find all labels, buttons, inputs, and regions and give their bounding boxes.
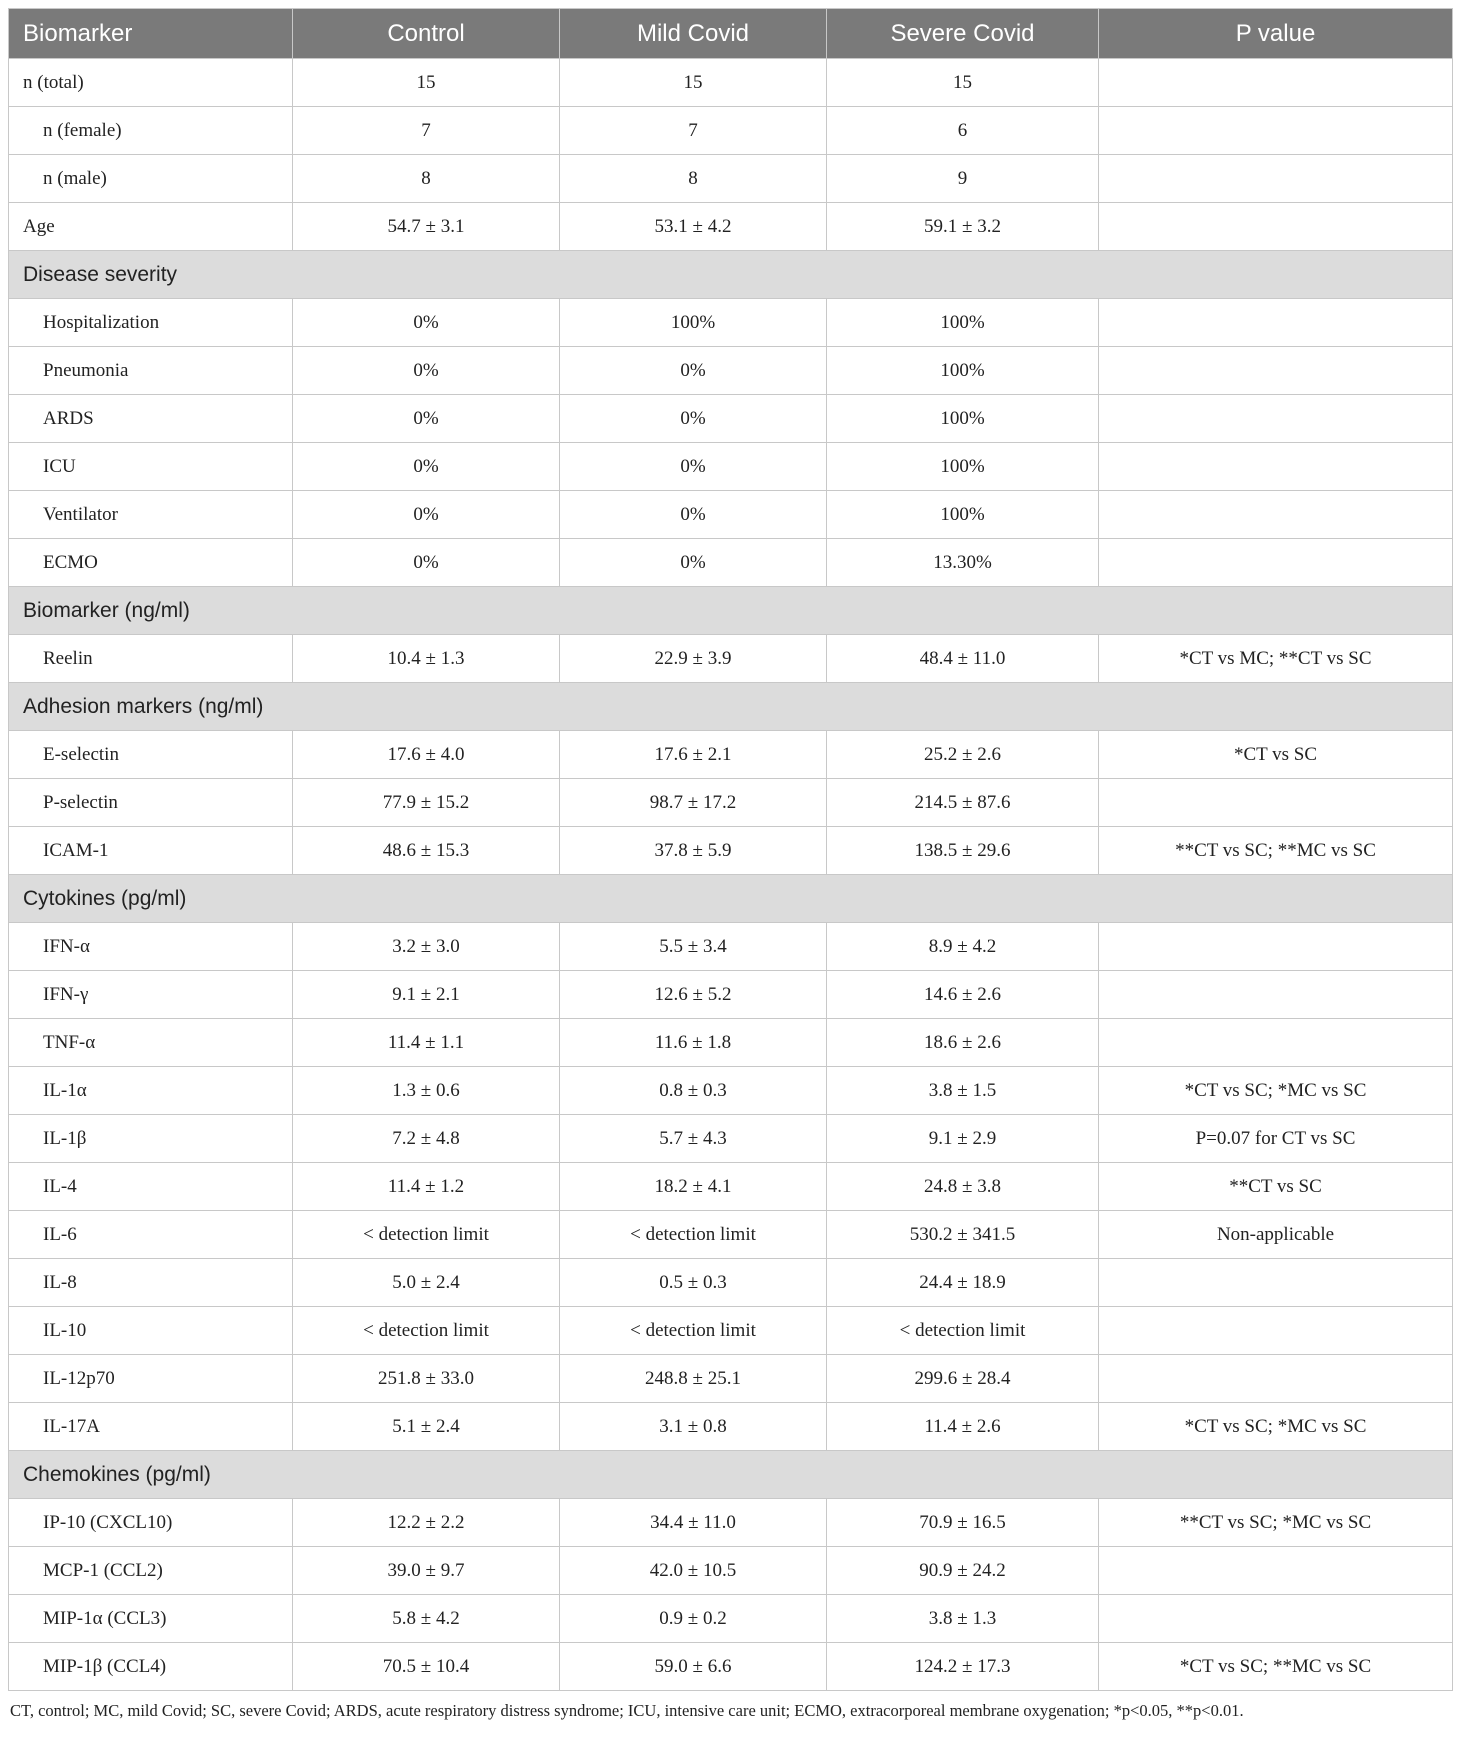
cell-biomarker: IL-8: [9, 1259, 293, 1307]
section-label: Biomarker (ng/ml): [9, 587, 1453, 635]
cell-p-value: **CT vs SC; *MC vs SC: [1099, 1499, 1453, 1547]
table-row: [9, 731, 1453, 779]
cell-severe-covid: 100%: [827, 491, 1099, 539]
cell-p-value: **CT vs SC: [1099, 1163, 1453, 1211]
section-label: Disease severity: [9, 251, 1453, 299]
cell-biomarker: Pneumonia: [9, 347, 293, 395]
table-row: [9, 443, 1453, 491]
cell-severe-covid: 24.8 ± 3.8: [827, 1163, 1099, 1211]
cell-severe-covid: 6: [827, 107, 1099, 155]
cell-biomarker: n (female): [9, 107, 293, 155]
cell-control: 251.8 ± 33.0: [293, 1355, 560, 1403]
cell-p-value: [1099, 491, 1453, 539]
cell-p-value: [1099, 1307, 1453, 1355]
cell-control: 5.1 ± 2.4: [293, 1403, 560, 1451]
cell-p-value: P=0.07 for CT vs SC: [1099, 1115, 1453, 1163]
cell-severe-covid: 214.5 ± 87.6: [827, 779, 1099, 827]
cell-severe-covid: 13.30%: [827, 539, 1099, 587]
cell-severe-covid: 100%: [827, 395, 1099, 443]
cell-p-value: *CT vs SC; **MC vs SC: [1099, 1643, 1453, 1691]
cell-mild-covid: 18.2 ± 4.1: [560, 1163, 827, 1211]
cell-p-value: [1099, 299, 1453, 347]
cell-biomarker: IL-4: [9, 1163, 293, 1211]
cell-severe-covid: < detection limit: [827, 1307, 1099, 1355]
cell-p-value: [1099, 539, 1453, 587]
cell-severe-covid: 25.2 ± 2.6: [827, 731, 1099, 779]
cell-mild-covid: 0%: [560, 347, 827, 395]
cell-p-value: [1099, 1259, 1453, 1307]
cell-p-value: *CT vs SC; *MC vs SC: [1099, 1403, 1453, 1451]
section-row: [9, 1451, 1453, 1499]
cell-biomarker: IL-10: [9, 1307, 293, 1355]
cell-p-value: [1099, 1595, 1453, 1643]
cell-mild-covid: 0%: [560, 443, 827, 491]
cell-control: 48.6 ± 15.3: [293, 827, 560, 875]
cell-p-value: [1099, 59, 1453, 107]
cell-p-value: [1099, 107, 1453, 155]
cell-mild-covid: < detection limit: [560, 1211, 827, 1259]
table-row: [9, 779, 1453, 827]
cell-biomarker: IL-17A: [9, 1403, 293, 1451]
table-row: [9, 1547, 1453, 1595]
cell-control: 70.5 ± 10.4: [293, 1643, 560, 1691]
cell-mild-covid: 17.6 ± 2.1: [560, 731, 827, 779]
section-label: Cytokines (pg/ml): [9, 875, 1453, 923]
cell-control: < detection limit: [293, 1307, 560, 1355]
cell-severe-covid: 15: [827, 59, 1099, 107]
table-row: [9, 1115, 1453, 1163]
cell-mild-covid: 5.5 ± 3.4: [560, 923, 827, 971]
cell-control: 0%: [293, 539, 560, 587]
cell-control: 12.2 ± 2.2: [293, 1499, 560, 1547]
table-row: [9, 1211, 1453, 1259]
cell-biomarker: IL-1β: [9, 1115, 293, 1163]
cell-control: 5.0 ± 2.4: [293, 1259, 560, 1307]
section-row: [9, 875, 1453, 923]
cell-control: < detection limit: [293, 1211, 560, 1259]
header-row: [9, 9, 1453, 59]
cell-control: 0%: [293, 443, 560, 491]
cell-biomarker: n (total): [9, 59, 293, 107]
table-row: [9, 395, 1453, 443]
table-row: [9, 59, 1453, 107]
cell-control: 11.4 ± 1.1: [293, 1019, 560, 1067]
cell-severe-covid: 3.8 ± 1.5: [827, 1067, 1099, 1115]
table-row: [9, 923, 1453, 971]
cell-severe-covid: 48.4 ± 11.0: [827, 635, 1099, 683]
cell-biomarker: ECMO: [9, 539, 293, 587]
cell-severe-covid: 138.5 ± 29.6: [827, 827, 1099, 875]
cell-mild-covid: 3.1 ± 0.8: [560, 1403, 827, 1451]
cell-mild-covid: 53.1 ± 4.2: [560, 203, 827, 251]
cell-biomarker: IL-6: [9, 1211, 293, 1259]
cell-p-value: [1099, 1019, 1453, 1067]
cell-p-value: [1099, 923, 1453, 971]
section-label: Chemokines (pg/ml): [9, 1451, 1453, 1499]
cell-biomarker: ARDS: [9, 395, 293, 443]
cell-biomarker: MIP-1β (CCL4): [9, 1643, 293, 1691]
table-row: [9, 1307, 1453, 1355]
cell-p-value: *CT vs MC; **CT vs SC: [1099, 635, 1453, 683]
cell-mild-covid: 15: [560, 59, 827, 107]
cell-biomarker: ICAM-1: [9, 827, 293, 875]
cell-control: 0%: [293, 299, 560, 347]
table-body: [9, 59, 1453, 1691]
table-row: [9, 1499, 1453, 1547]
cell-control: 9.1 ± 2.1: [293, 971, 560, 1019]
cell-control: 0%: [293, 395, 560, 443]
cell-severe-covid: 11.4 ± 2.6: [827, 1403, 1099, 1451]
cell-control: 11.4 ± 1.2: [293, 1163, 560, 1211]
table-row: [9, 203, 1453, 251]
cell-mild-covid: 0.5 ± 0.3: [560, 1259, 827, 1307]
cell-mild-covid: 98.7 ± 17.2: [560, 779, 827, 827]
table-row: [9, 1163, 1453, 1211]
cell-control: 8: [293, 155, 560, 203]
cell-severe-covid: 70.9 ± 16.5: [827, 1499, 1099, 1547]
cell-severe-covid: 8.9 ± 4.2: [827, 923, 1099, 971]
cell-p-value: [1099, 155, 1453, 203]
table-row: [9, 299, 1453, 347]
cell-biomarker: Age: [9, 203, 293, 251]
table-footnote: CT, control; MC, mild Covid; SC, severe Covid; ARDS, acute respiratory distress syndrome; ICU, intensive care unit; ECMO, extracorporeal membrane oxygenation; *p<0.05, **p<0.01.: [10, 1701, 1244, 1720]
cell-biomarker: Hospitalization: [9, 299, 293, 347]
cell-mild-covid: 22.9 ± 3.9: [560, 635, 827, 683]
header-biomarker: Biomarker: [9, 9, 293, 59]
cell-biomarker: ICU: [9, 443, 293, 491]
table-row: [9, 1355, 1453, 1403]
table-row: [9, 107, 1453, 155]
document: [8, 8, 1452, 1721]
header-severe-covid: Severe Covid: [827, 9, 1099, 59]
cell-p-value: [1099, 347, 1453, 395]
header-p-value: P value: [1099, 9, 1453, 59]
cell-mild-covid: 0%: [560, 491, 827, 539]
cell-p-value: [1099, 395, 1453, 443]
cell-mild-covid: 42.0 ± 10.5: [560, 1547, 827, 1595]
cell-biomarker: Ventilator: [9, 491, 293, 539]
cell-severe-covid: 124.2 ± 17.3: [827, 1643, 1099, 1691]
cell-control: 17.6 ± 4.0: [293, 731, 560, 779]
header-mild-covid: Mild Covid: [560, 9, 827, 59]
cell-mild-covid: 7: [560, 107, 827, 155]
table-row: [9, 539, 1453, 587]
table-row: [9, 827, 1453, 875]
biomarker-table: [8, 8, 1453, 1691]
cell-control: 0%: [293, 347, 560, 395]
cell-control: 7.2 ± 4.8: [293, 1115, 560, 1163]
cell-biomarker: n (male): [9, 155, 293, 203]
cell-control: 15: [293, 59, 560, 107]
cell-biomarker: MCP-1 (CCL2): [9, 1547, 293, 1595]
cell-severe-covid: 59.1 ± 3.2: [827, 203, 1099, 251]
cell-mild-covid: 8: [560, 155, 827, 203]
cell-biomarker: TNF-α: [9, 1019, 293, 1067]
cell-severe-covid: 530.2 ± 341.5: [827, 1211, 1099, 1259]
cell-p-value: [1099, 779, 1453, 827]
cell-severe-covid: 14.6 ± 2.6: [827, 971, 1099, 1019]
cell-mild-covid: 34.4 ± 11.0: [560, 1499, 827, 1547]
cell-mild-covid: 12.6 ± 5.2: [560, 971, 827, 1019]
section-label: Adhesion markers (ng/ml): [9, 683, 1453, 731]
cell-severe-covid: 18.6 ± 2.6: [827, 1019, 1099, 1067]
section-row: [9, 251, 1453, 299]
cell-p-value: **CT vs SC; **MC vs SC: [1099, 827, 1453, 875]
cell-severe-covid: 299.6 ± 28.4: [827, 1355, 1099, 1403]
section-row: [9, 683, 1453, 731]
cell-severe-covid: 100%: [827, 347, 1099, 395]
cell-severe-covid: 100%: [827, 299, 1099, 347]
cell-control: 0%: [293, 491, 560, 539]
cell-p-value: [1099, 443, 1453, 491]
cell-biomarker: MIP-1α (CCL3): [9, 1595, 293, 1643]
cell-mild-covid: 59.0 ± 6.6: [560, 1643, 827, 1691]
cell-p-value: [1099, 1355, 1453, 1403]
cell-control: 39.0 ± 9.7: [293, 1547, 560, 1595]
cell-mild-covid: 100%: [560, 299, 827, 347]
section-row: [9, 587, 1453, 635]
cell-mild-covid: 5.7 ± 4.3: [560, 1115, 827, 1163]
cell-mild-covid: 11.6 ± 1.8: [560, 1019, 827, 1067]
cell-p-value: [1099, 971, 1453, 1019]
cell-p-value: Non-applicable: [1099, 1211, 1453, 1259]
cell-biomarker: IL-1α: [9, 1067, 293, 1115]
table-row: [9, 1595, 1453, 1643]
cell-severe-covid: 9: [827, 155, 1099, 203]
cell-mild-covid: 0.8 ± 0.3: [560, 1067, 827, 1115]
table-row: [9, 491, 1453, 539]
table-row: [9, 635, 1453, 683]
cell-p-value: [1099, 203, 1453, 251]
cell-control: 10.4 ± 1.3: [293, 635, 560, 683]
cell-p-value: [1099, 1547, 1453, 1595]
cell-biomarker: P-selectin: [9, 779, 293, 827]
cell-biomarker: IL-12p70: [9, 1355, 293, 1403]
table-row: [9, 347, 1453, 395]
cell-mild-covid: 37.8 ± 5.9: [560, 827, 827, 875]
cell-biomarker: IFN-α: [9, 923, 293, 971]
cell-control: 7: [293, 107, 560, 155]
cell-p-value: *CT vs SC: [1099, 731, 1453, 779]
cell-biomarker: Reelin: [9, 635, 293, 683]
table-row: [9, 155, 1453, 203]
cell-biomarker: IFN-γ: [9, 971, 293, 1019]
table-row: [9, 1403, 1453, 1451]
cell-control: 5.8 ± 4.2: [293, 1595, 560, 1643]
cell-mild-covid: 0.9 ± 0.2: [560, 1595, 827, 1643]
cell-control: 54.7 ± 3.1: [293, 203, 560, 251]
cell-control: 77.9 ± 15.2: [293, 779, 560, 827]
cell-mild-covid: 0%: [560, 539, 827, 587]
cell-control: 3.2 ± 3.0: [293, 923, 560, 971]
cell-severe-covid: 3.8 ± 1.3: [827, 1595, 1099, 1643]
cell-severe-covid: 24.4 ± 18.9: [827, 1259, 1099, 1307]
table-row: [9, 971, 1453, 1019]
table-row: [9, 1259, 1453, 1307]
cell-severe-covid: 9.1 ± 2.9: [827, 1115, 1099, 1163]
header-control: Control: [293, 9, 560, 59]
cell-severe-covid: 90.9 ± 24.2: [827, 1547, 1099, 1595]
cell-biomarker: E-selectin: [9, 731, 293, 779]
table-row: [9, 1019, 1453, 1067]
cell-severe-covid: 100%: [827, 443, 1099, 491]
cell-mild-covid: 0%: [560, 395, 827, 443]
cell-control: 1.3 ± 0.6: [293, 1067, 560, 1115]
cell-mild-covid: 248.8 ± 25.1: [560, 1355, 827, 1403]
cell-p-value: *CT vs SC; *MC vs SC: [1099, 1067, 1453, 1115]
table-row: [9, 1067, 1453, 1115]
table-row: [9, 1643, 1453, 1691]
cell-mild-covid: < detection limit: [560, 1307, 827, 1355]
cell-biomarker: IP-10 (CXCL10): [9, 1499, 293, 1547]
